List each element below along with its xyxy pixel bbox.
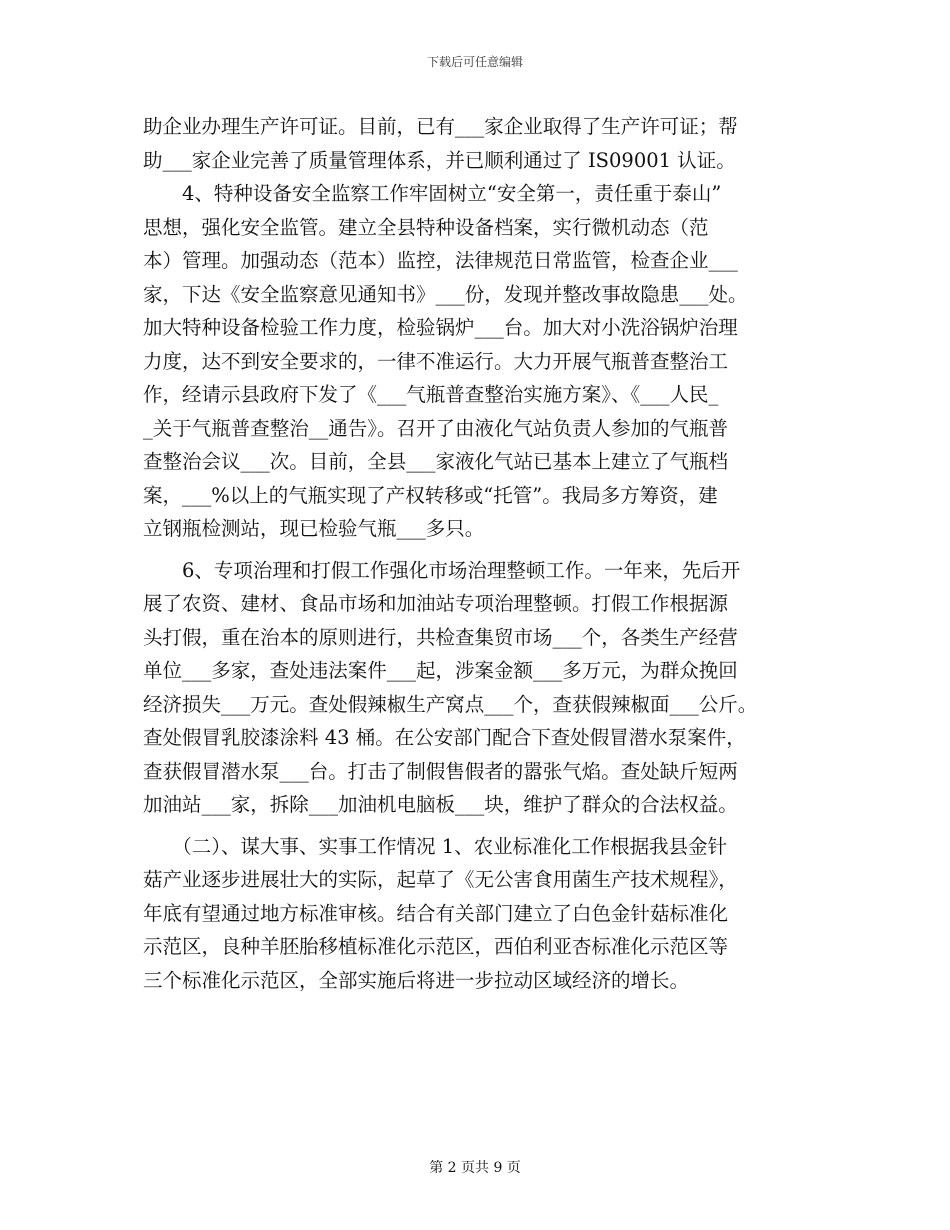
text-line: 头打假，重在治本的原则进行，共检查集贸市场___个，各类生产经营 xyxy=(143,625,738,649)
text-line: 助企业办理生产许可证。目前，已有___家企业取得了生产许可证；帮 xyxy=(143,115,738,138)
text-line: 助___家企业完善了质量管理体系，并已顺利通过了 IS09001 认证。 xyxy=(143,148,736,172)
paragraph xyxy=(143,177,813,546)
text-line: 案，___%以上的气瓶实现了产权转移或“托管”。我局多方筹资，建 xyxy=(143,483,718,507)
text-line: 查整治会议___次。目前，全县___家液化气站已基本上建立了气瓶档 xyxy=(143,450,729,473)
text-line: 力度，达不到安全要求的，一律不准运行。大力开展气瓶普查整治工 xyxy=(143,349,729,373)
text-line: 6、专项治理和打假工作强化市场治理整顿工作。一年来，先后开 xyxy=(143,558,741,582)
text-line: 加油站___家，拆除___加油机电脑板___块，维护了群众的合法权益。 xyxy=(143,793,738,816)
text-line: 思想，强化安全监管。建立全县特种设备档案，实行微机动态（范 xyxy=(143,215,709,239)
text-line: 三个标准化示范区，全部实施后将进一步拉动区域经济的增长。 xyxy=(143,968,690,992)
document-body xyxy=(143,110,813,997)
text-line: 家，下达《安全监察意见通知书》___份，发现并整改事故隐患___处。 xyxy=(143,282,748,306)
text-line: 示范区，良种羊胚胎移植标准化示范区，西伯利亚杏标准化示范区等 xyxy=(143,935,729,958)
paragraph xyxy=(143,110,813,177)
page-header: 下载后可任意编辑 xyxy=(426,55,523,69)
text-line: 年底有望通过地方标准审核。结合有关部门建立了白色金针菇标准化 xyxy=(143,901,729,925)
text-line: 菇产业逐步进展壮大的实际，起草了《无公害食用菌生产技术规程》， xyxy=(143,868,738,891)
page-number: 第 2 页共 9 页 xyxy=(429,1160,521,1176)
paragraph xyxy=(143,830,813,998)
text-line: 经济损失___万元。查处假辣椒生产窝点___个，查获假辣椒面___公斤。 xyxy=(143,692,758,716)
text-line: 立钢瓶检测站，现已检验气瓶___多只。 xyxy=(143,517,485,540)
paragraph xyxy=(143,554,813,822)
text-line: 加大特种设备检验工作力度，检验锅炉___台。加大对小洗浴锅炉治理 xyxy=(143,316,738,339)
text-line: 作，经请示县政府下发了《___气瓶普查整治实施方案》、《___人民_ xyxy=(143,383,719,406)
text-line: 查处假冒乳胶漆涂料 43 桶。在公安部门配合下查处假冒潜水泵案件， xyxy=(143,726,746,749)
text-line: 单位___多家，查处违法案件___起，涉案金额___多万元，为群众挽回 xyxy=(143,659,738,682)
text-line: 4、特种设备安全监察工作牢固树立“安全第一，责任重于泰山” xyxy=(143,182,722,205)
text-line: 查获假冒潜水泵___台。打击了制假售假者的嚣张气焰。查处缺斤短两 xyxy=(143,759,738,783)
text-line: _关于气瓶普查整治__通告》。召开了由液化气站负责人参加的气瓶普 xyxy=(143,416,729,440)
text-line: （二）、谋大事、实事工作情况 1、农业标准化工作根据我县金针 xyxy=(143,834,728,858)
text-line: 展了农资、建材、食品市场和加油站专项治理整顿。打假工作根据源 xyxy=(143,592,729,615)
text-line: 本）管理。加强动态（范本）监控，法律规范日常监管，检查企业___ xyxy=(143,249,738,272)
